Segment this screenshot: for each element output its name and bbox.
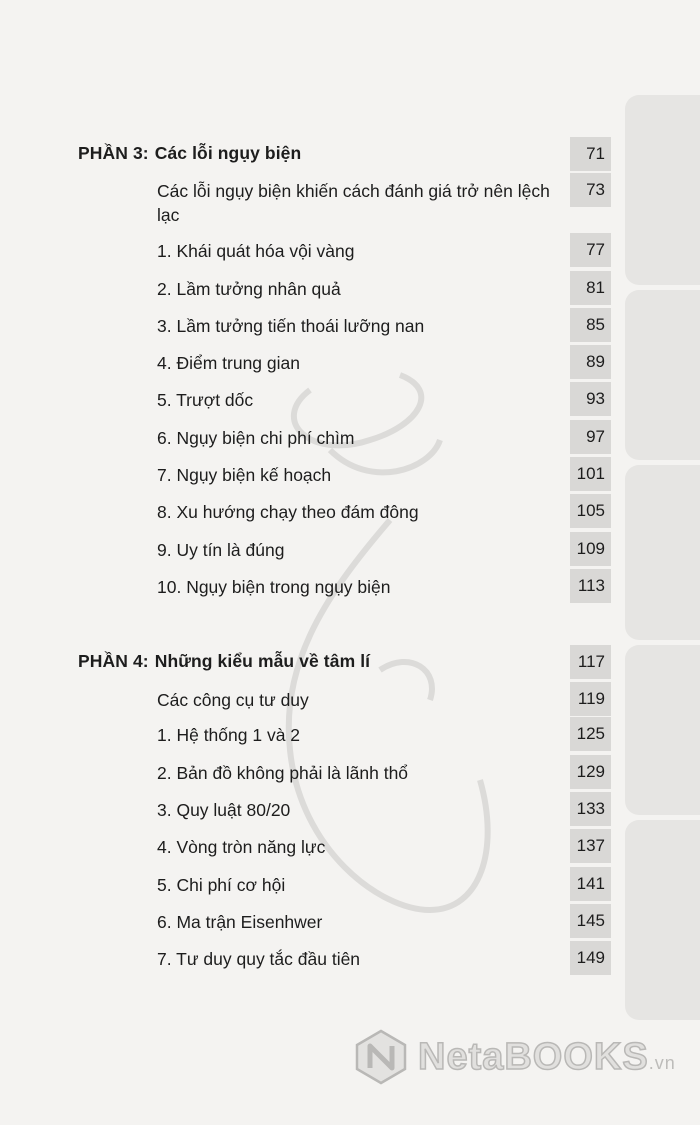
toc-entry-text: 10. Ngụy biện trong ngụy biện — [157, 577, 391, 597]
toc-entry — [0, 271, 700, 305]
section-4-heading-row — [0, 645, 700, 679]
toc-entry — [0, 755, 700, 789]
watermark-suffix: .vn — [648, 1053, 676, 1073]
toc-entry-page: 101 — [570, 457, 611, 491]
toc-entry-page: 89 — [570, 345, 611, 379]
toc-entry — [0, 569, 700, 603]
toc-entry-page: 73 — [570, 173, 611, 207]
section-4-label: PHẦN 4: — [78, 651, 149, 671]
toc-entry — [0, 457, 700, 491]
toc-entry — [0, 532, 700, 566]
section-3-title — [78, 143, 301, 164]
section-4-name: Những kiểu mẫu về tâm lí — [154, 651, 371, 671]
section-3-name: Các lỗi ngụy biện — [154, 143, 302, 163]
toc-entry — [0, 867, 700, 901]
toc-entry — [0, 904, 700, 938]
section-3-label: PHẦN 3: — [78, 143, 149, 163]
toc-entry-text: 5. Trượt dốc — [157, 390, 254, 410]
toc-entry-page: 119 — [570, 682, 611, 716]
toc-entry-page: 93 — [570, 382, 611, 416]
section-3-page: 71 — [570, 137, 611, 171]
toc-entry-page: 105 — [570, 494, 611, 528]
toc-entry-page: 149 — [570, 941, 611, 975]
toc-entry-text: 3. Quy luật 80/20 — [157, 800, 291, 820]
toc-entry-text: 2. Lầm tưởng nhân quả — [157, 279, 341, 299]
toc-entry — [0, 941, 700, 975]
toc-entry-text: 6. Ma trận Eisenhwer — [157, 912, 323, 932]
toc-entry — [0, 420, 700, 454]
toc-entry-page: 113 — [570, 569, 611, 603]
toc-entry-text: 1. Hệ thống 1 và 2 — [157, 725, 301, 745]
toc-entry-page: 137 — [570, 829, 611, 863]
toc-entry-text: 8. Xu hướng chạy theo đám đông — [157, 502, 419, 522]
toc-entry-page: 125 — [570, 717, 611, 751]
toc-entry-text: 6. Ngụy biện chi phí chìm — [157, 428, 355, 448]
watermark — [352, 1028, 697, 1088]
section-3-heading-row — [0, 137, 700, 171]
toc-entry-page: 145 — [570, 904, 611, 938]
toc-entry-text: 7. Ngụy biện kế hoạch — [157, 465, 332, 485]
toc-entry-page: 109 — [570, 532, 611, 566]
toc-entry-page: 141 — [570, 867, 611, 901]
toc-entry-text: 2. Bản đồ không phải là lãnh thổ — [157, 763, 409, 783]
toc-entry-page: 129 — [570, 755, 611, 789]
toc-entry-text: 3. Lầm tưởng tiến thoái lưỡng nan — [157, 316, 425, 336]
toc-entry-text: 4. Vòng tròn năng lực — [157, 837, 326, 857]
section-4-page: 117 — [570, 645, 611, 679]
toc-entry — [0, 173, 700, 233]
watermark-text — [418, 1036, 676, 1079]
toc-entry — [0, 233, 700, 267]
section-4-title — [78, 651, 370, 672]
watermark-brand: NetaBOOKS — [418, 1036, 649, 1078]
netabooks-logo-icon — [352, 1028, 410, 1086]
toc-entry-text: Các lỗi ngụy biện khiến cách đánh giá trở nên lệch lạc — [157, 181, 550, 225]
toc-entry-text: 5. Chi phí cơ hội — [157, 875, 286, 895]
toc-entry-page: 133 — [570, 792, 611, 826]
toc-entry-page: 97 — [570, 420, 611, 454]
toc-entry-page: 81 — [570, 271, 611, 305]
toc-entry — [0, 308, 700, 342]
toc-entry — [0, 682, 700, 716]
toc-entry — [0, 345, 700, 379]
toc-entry — [0, 792, 700, 826]
toc-entry-page: 85 — [570, 308, 611, 342]
toc-entry — [0, 829, 700, 863]
toc-entry-text: 4. Điểm trung gian — [157, 353, 300, 373]
toc-entry-text: 1. Khái quát hóa vội vàng — [157, 241, 355, 261]
toc-entry-text: Các công cụ tư duy — [157, 690, 309, 710]
toc-entry-text: 9. Uy tín là đúng — [157, 540, 285, 560]
toc-entry — [0, 717, 700, 751]
toc-entry-text: 7. Tư duy quy tắc đầu tiên — [157, 949, 361, 969]
toc-entry-page: 77 — [570, 233, 611, 267]
toc-entry — [0, 494, 700, 528]
toc-entry — [0, 382, 700, 416]
